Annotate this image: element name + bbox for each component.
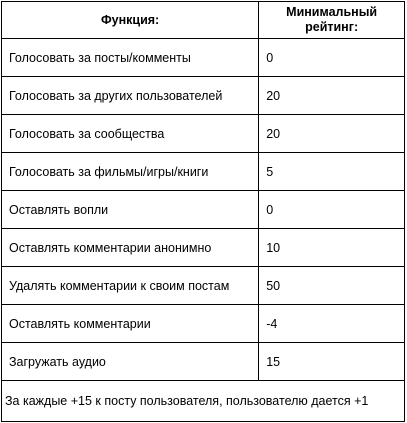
rating-cell: -4	[259, 305, 405, 343]
function-cell: Голосовать за посты/комменты	[2, 39, 259, 77]
table-row	[2, 39, 405, 77]
table-row	[2, 267, 405, 305]
function-cell: Оставлять комментарии анонимно	[2, 229, 259, 267]
table-row	[2, 229, 405, 267]
table-row	[2, 153, 405, 191]
table-header-row	[2, 2, 405, 39]
table-footer-row	[2, 381, 405, 422]
rating-cell: 20	[259, 115, 405, 153]
function-cell: Оставлять комментарии	[2, 305, 259, 343]
table-row	[2, 115, 405, 153]
function-cell: Удалять комментарии к своим постам	[2, 267, 259, 305]
function-cell: Голосовать за фильмы/игры/книги	[2, 153, 259, 191]
table-row	[2, 305, 405, 343]
header-function: Функция:	[2, 2, 259, 39]
rating-cell: 0	[259, 39, 405, 77]
function-cell: Голосовать за сообщества	[2, 115, 259, 153]
table-row	[2, 77, 405, 115]
rating-cell: 20	[259, 77, 405, 115]
header-min-rating: Минимальный рейтинг:	[259, 2, 405, 39]
function-cell: Оставлять вопли	[2, 191, 259, 229]
rating-requirements-table	[1, 1, 405, 422]
rating-cell: 15	[259, 343, 405, 381]
table-row	[2, 343, 405, 381]
rating-cell: 10	[259, 229, 405, 267]
table-row	[2, 191, 405, 229]
function-cell: Загружать аудио	[2, 343, 259, 381]
footer-note: За каждые +15 к посту пользователя, пользователю дается +1	[2, 381, 405, 422]
rating-cell: 50	[259, 267, 405, 305]
rating-cell: 5	[259, 153, 405, 191]
rating-cell: 0	[259, 191, 405, 229]
function-cell: Голосовать за других пользователей	[2, 77, 259, 115]
